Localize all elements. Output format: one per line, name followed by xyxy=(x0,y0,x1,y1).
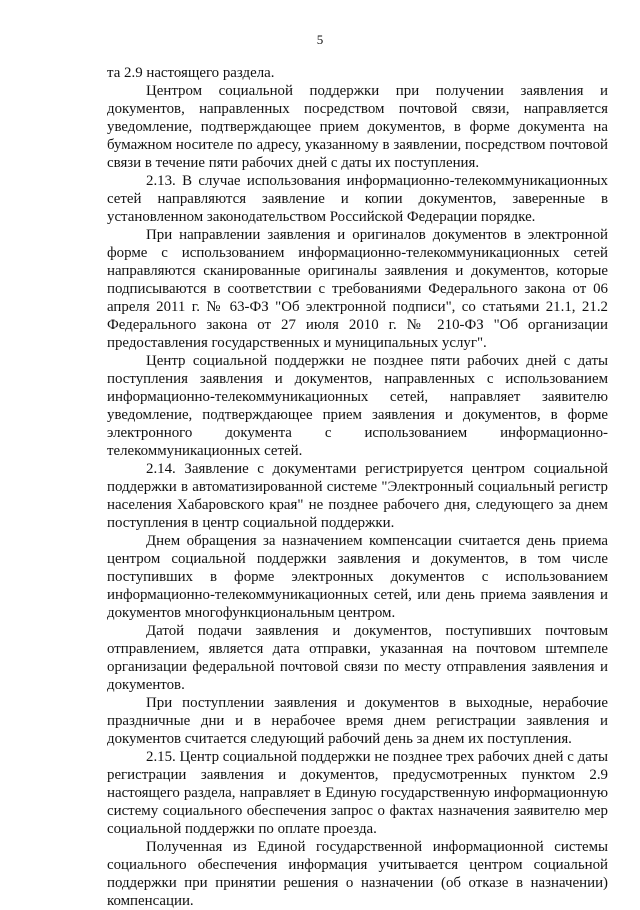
paragraph-egisso-information: Полученная из Единой государственной информационной системы социального обеспечения информация учитывается центром социальной поддержки при принятии решения о назначении (об отказе в назначении) компенсации. xyxy=(107,839,608,909)
paragraph-holiday-registration: При поступлении заявления и документов в выходные, нерабочие праздничные дни и в нерабочее время днем регистрации заявления и документов считается следующий рабочий день за днем их поступления. xyxy=(107,695,608,747)
paragraph-electronic-submission: При направлении заявления и оригиналов документов в электронной форме с использованием информационно-телекоммуникационных сетей направляются сканированные оригиналы заявления и документов, которые подписываются в соответствии с требованиями Федерального закона от 06 апреля 2011 г. № 63-ФЗ "Об электронной подписи", со статьями 21.1, 21.2 Федерального закона от 27 июля 2010 г. № 210-ФЗ "Об организации предоставления государственных и муниципальных услуг". xyxy=(107,227,608,351)
paragraph-2-14: 2.14. Заявление с документами регистрируется центром социальной поддержки в автоматизированной системе "Электронный социальный регистр населения Хабаровского края" не позднее рабочего дня, следующего за днем поступления в центр социальной поддержки. xyxy=(107,461,608,531)
paragraph-2-15: 2.15. Центр социальной поддержки не позднее трех рабочих дней с даты регистрации заявления и документов, предусмотренных пунктом 2.9 настоящего раздела, направляет в Единую государственную информационную систему социального обеспечения запрос о фактах назначения заявителю мер социальной поддержки по оплате проезда. xyxy=(107,749,608,837)
paragraph-postal-date: Датой подачи заявления и документов, поступивших почтовым отправлением, является дата отправки, указанная на почтовом штемпеле организации федеральной почтовой связи по месту отправления заявления и документов. xyxy=(107,623,608,693)
paragraph-postal-notification: Центром социальной поддержки при получении заявления и документов, направленных посредством почтовой связи, направляется уведомление, подтверждающее прием документов, в форме документа на бумажном носителе по адресу, указанному в заявлении, посредством почтовой связи в течение пяти рабочих дней с даты их поступления. xyxy=(107,83,608,171)
paragraph-2-13: 2.13. В случае использования информационно-телекоммуникационных сетей направляются заявление и копии документов, заверенные в установленном законодательством Российской Федерации порядке. xyxy=(107,173,608,225)
paragraph-continuation: та 2.9 настоящего раздела. xyxy=(107,65,275,81)
paragraph-application-date: Днем обращения за назначением компенсации считается день приема центром социальной поддержки заявления и документов, в том числе поступивших в форме электронных документов с использованием информационно-телекоммуникационных сетей, или день приема заявления и документов многофункциональным центром. xyxy=(107,533,608,621)
page-number: 5 xyxy=(316,32,324,47)
document-body xyxy=(107,64,608,910)
paragraph-electronic-notification: Центр социальной поддержки не позднее пяти рабочих дней с даты поступления заявления и документов, направленных с использованием информационно-телекоммуникационных сетей, направляет заявителю уведомление, подтверждающее прием заявления и документов, в форме электронного документа с использованием информационно-телекоммуникационных сетей. xyxy=(107,353,608,459)
